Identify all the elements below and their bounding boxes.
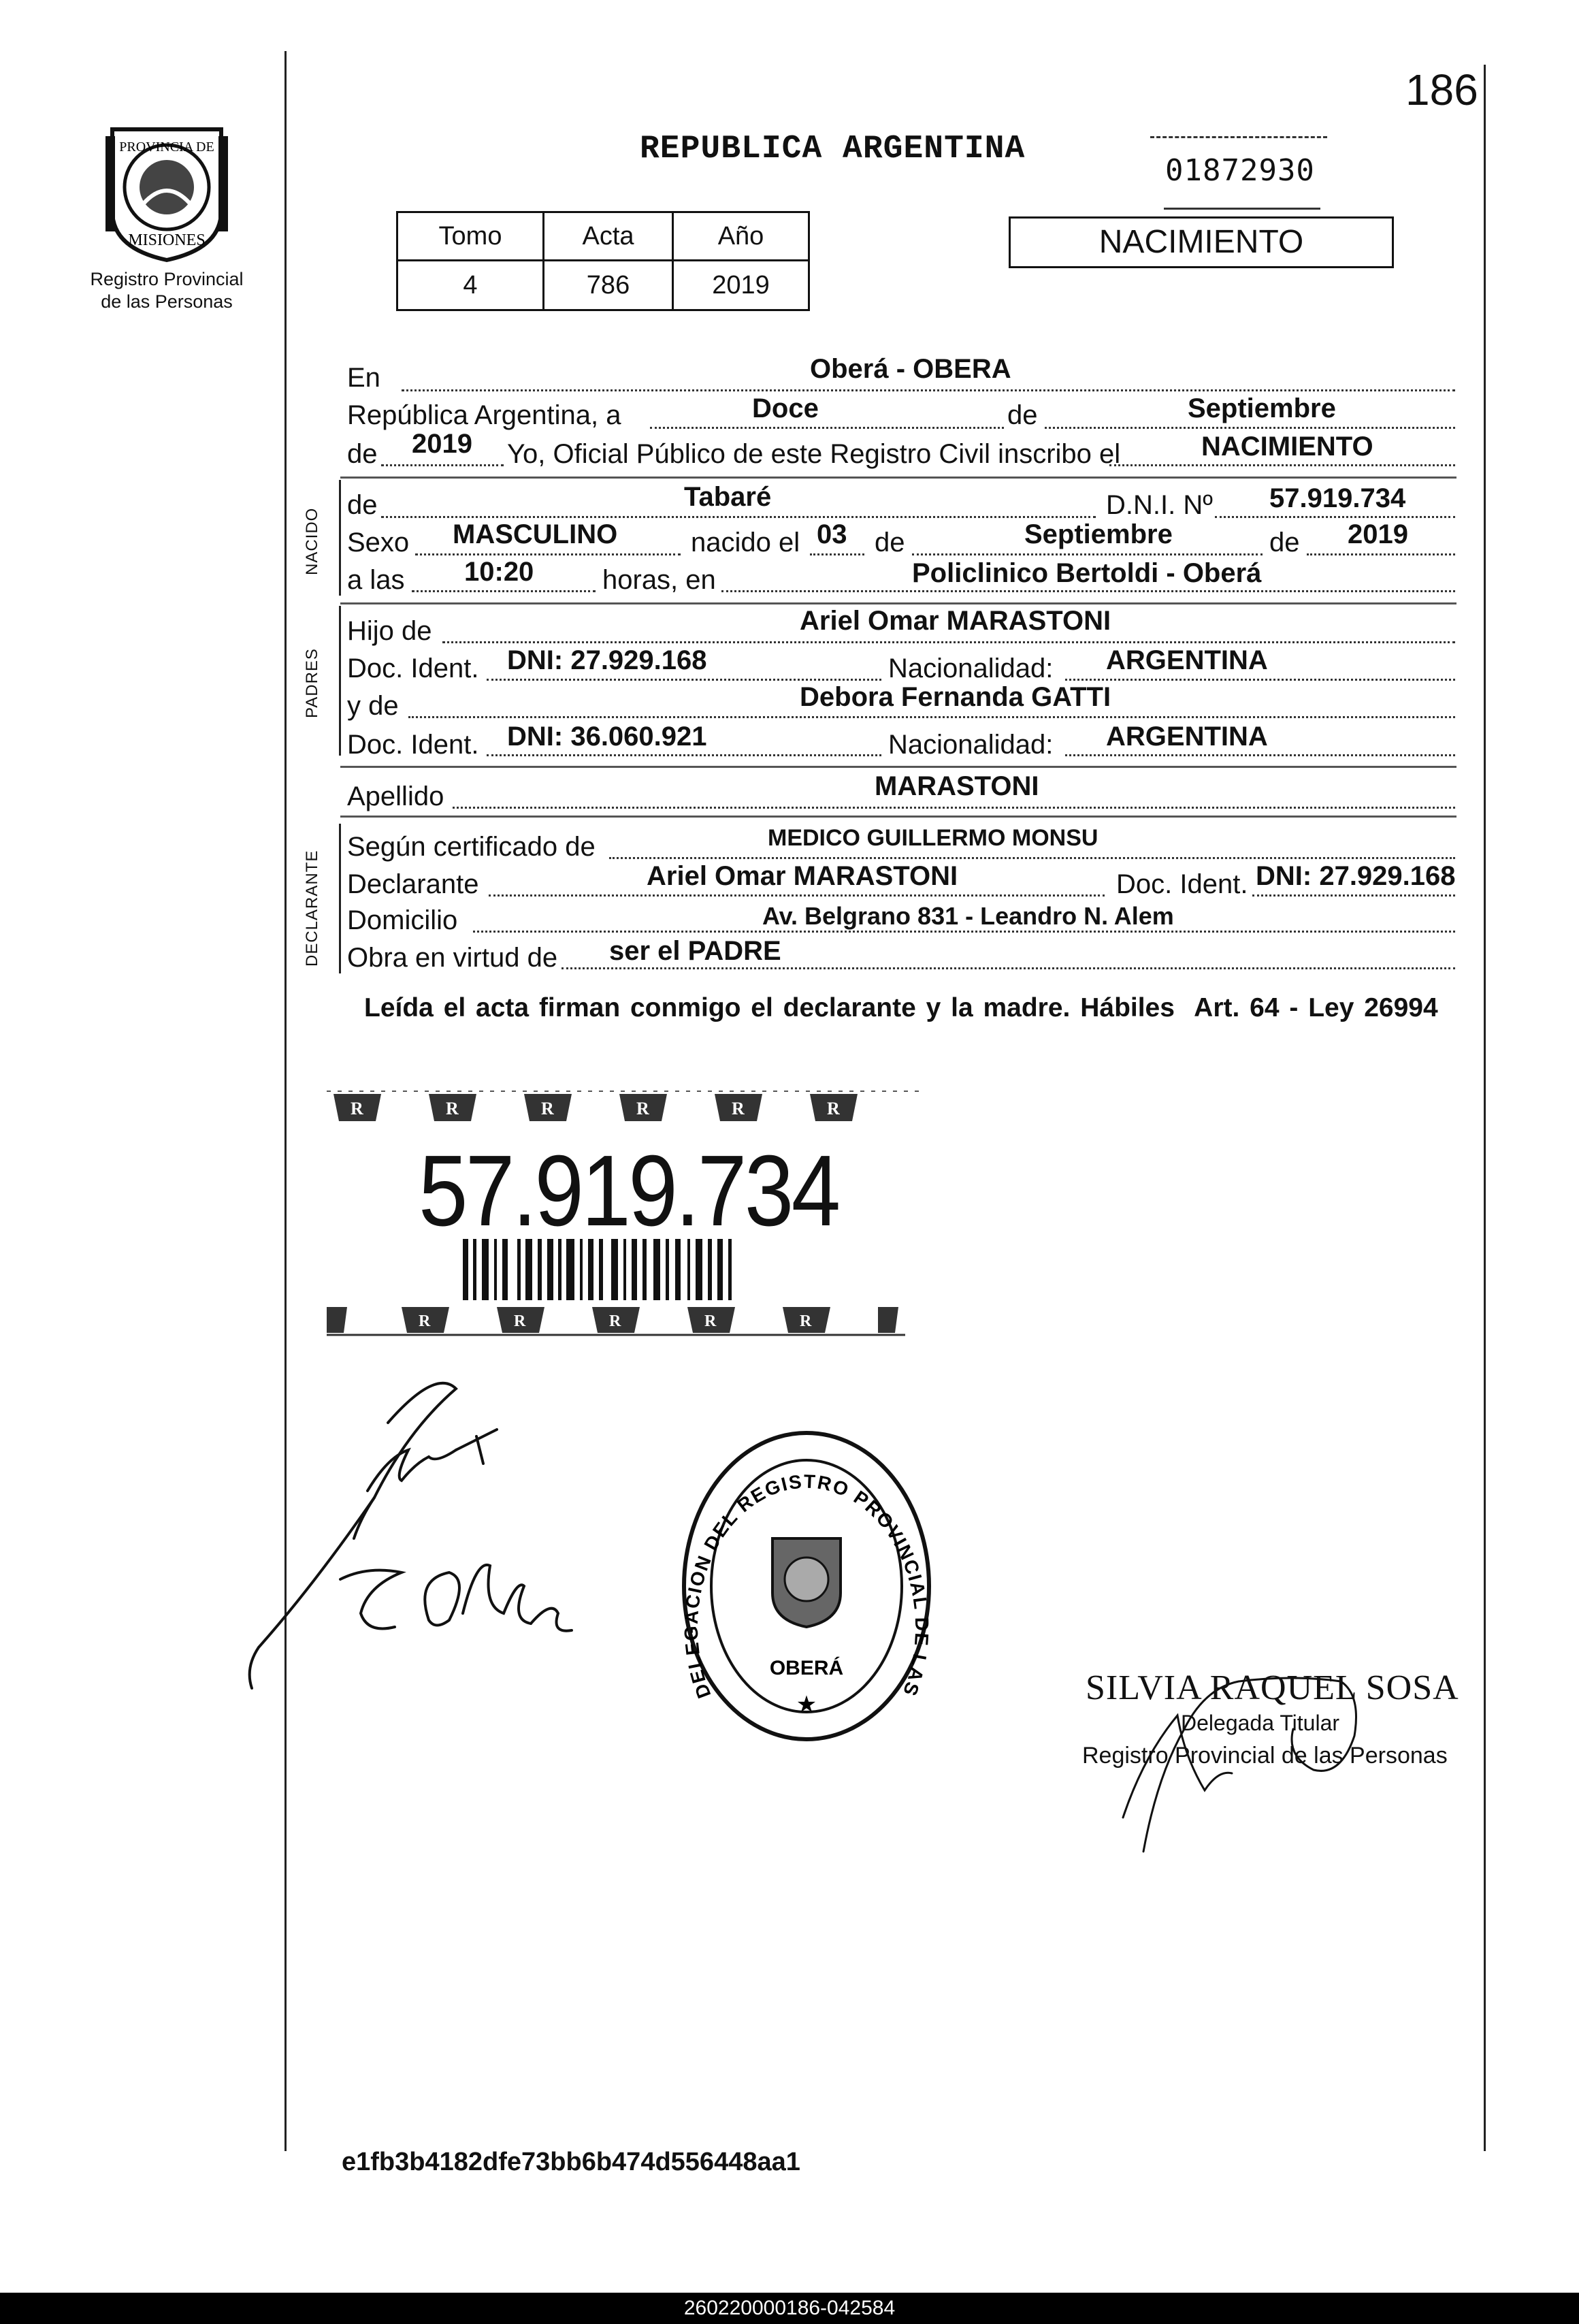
official-name: SILVIA RAQUEL SOSA [1086, 1668, 1459, 1707]
cert-label: Según certificado de [347, 832, 596, 862]
domicilio-label: Domicilio [347, 905, 458, 935]
de-label-1: de [1007, 400, 1038, 430]
day-dotline [650, 427, 1004, 429]
svg-text:R: R [609, 1312, 621, 1330]
table-header-acta: Acta [544, 212, 673, 261]
father-doc: DNI: 27.929.168 [507, 645, 707, 675]
birth-year-dotline [1307, 553, 1455, 555]
mother-nationality: ARGENTINA [1106, 722, 1268, 752]
page-number: 186 [1405, 65, 1478, 114]
official-stamp [670, 1423, 943, 1749]
serial-underline-2 [1164, 208, 1320, 210]
y-de-label: y de [347, 691, 399, 721]
de-label-2: de [347, 439, 378, 469]
mother-doc: DNI: 36.060.921 [507, 722, 707, 752]
father-name: Ariel Omar MARASTONI [800, 606, 1111, 636]
table-value-tomo: 4 [397, 261, 544, 310]
declarante-doc-dotline [1252, 894, 1455, 897]
record-value: NACIMIENTO [1201, 432, 1373, 462]
mother-doc-dotline [487, 754, 881, 756]
father-doc-label: Doc. Ident. [347, 653, 479, 683]
birth-month-dotline [912, 553, 1263, 555]
birth-day-dotline [810, 553, 864, 555]
svg-text:R: R [827, 1099, 840, 1118]
sexo-dotline [415, 553, 681, 555]
left-margin-line [284, 51, 287, 2151]
declarante-doc-label: Doc. Ident. [1116, 869, 1248, 899]
yo-text: Yo, Oficial Público de este Registro Civil inscribo el [507, 439, 1121, 469]
closing-note: Leída el acta firman conmigo el declarante y la madre. Hábiles Art. 64 - Ley 26994 [364, 993, 1438, 1022]
mother-dotline [408, 716, 1455, 718]
birth-year: 2019 [1348, 519, 1408, 549]
father-nat-label: Nacionalidad: [888, 653, 1054, 683]
dni-dotline [1215, 516, 1455, 518]
mother-name: Debora Fernanda GATTI [800, 682, 1111, 712]
a-las-label: a las [347, 565, 405, 595]
time-dotline [412, 590, 596, 592]
svg-text:R: R [419, 1312, 431, 1330]
father-nationality: ARGENTINA [1106, 645, 1268, 675]
dni-label: D.N.I. Nº [1106, 490, 1213, 520]
month-value: Septiembre [1188, 393, 1336, 423]
birth-month: Septiembre [1024, 519, 1173, 549]
nacido-section-label: NACIDO [303, 507, 321, 575]
year-value: 2019 [412, 429, 472, 459]
month-dotline [1045, 427, 1455, 429]
logo-caption-1: Registro Provincial [90, 269, 244, 289]
name-dotline [381, 516, 1096, 518]
declarante-label: Declarante [347, 869, 479, 899]
declarante-name: Ariel Omar MARASTONI [647, 861, 958, 891]
svg-text:R: R [541, 1099, 554, 1118]
footer-bar [0, 2293, 1579, 2324]
year-dotline [381, 464, 504, 466]
declarante-dotline [489, 894, 1105, 897]
stamp-ring-text: DELEGACION DEL REGISTRO PROVINCIAL DE LAS [680, 1470, 933, 1702]
svg-text:R: R [704, 1312, 717, 1330]
birth-place: Policlinico Bertoldi - Oberá [912, 558, 1262, 588]
footer-code: 260220000186-042584 [683, 2297, 896, 2319]
obra-dotline [561, 967, 1455, 969]
birth-day: 03 [817, 519, 847, 549]
right-margin-line [1484, 65, 1486, 2151]
cert-value: MEDICO GUILLERMO MONSU [768, 825, 1098, 851]
nacido-el-label: nacido el [691, 528, 800, 558]
child-name: Tabaré [684, 482, 772, 512]
domicilio-dotline [473, 931, 1455, 933]
official-org: Registro Provincial de las Personas [1082, 1743, 1448, 1769]
nacido-bracket [339, 480, 341, 596]
cert-dotline [609, 857, 1455, 859]
obra-value: ser el PADRE [609, 936, 781, 966]
registry-table [396, 211, 810, 311]
nacido-de-label: de [347, 490, 378, 520]
child-dni: 57.919.734 [1269, 483, 1406, 513]
republica-label: República Argentina, a [347, 400, 621, 430]
svg-text:R: R [732, 1099, 745, 1118]
record-type-box: NACIMIENTO [1009, 216, 1394, 268]
separator-2 [340, 602, 1456, 604]
table-value-ano: 2019 [673, 261, 809, 310]
horas-label: horas, en [602, 565, 716, 595]
father-doc-dotline [487, 679, 881, 681]
mother-doc-label: Doc. Ident. [347, 730, 479, 760]
father-dotline [442, 641, 1455, 643]
svg-text:R: R [514, 1312, 526, 1330]
serial-underline [1150, 136, 1327, 138]
table-header-tomo: Tomo [397, 212, 544, 261]
logo-seal-top-text: PROVINCIA DE [119, 140, 214, 155]
svg-text:R: R [636, 1099, 649, 1118]
padres-bracket [339, 606, 341, 756]
document-hash: e1fb3b4182dfe73bb6b474d556448aa1 [342, 2148, 800, 2176]
declarante-bracket [339, 824, 341, 973]
sticker-dni-number: 57.919.734 [419, 1135, 839, 1247]
sexo-value: MASCULINO [453, 519, 618, 549]
apellido-label: Apellido [347, 781, 444, 811]
logo-caption-2: de las Personas [101, 291, 233, 312]
birth-time: 10:20 [464, 557, 534, 587]
separator-1 [340, 477, 1456, 479]
birth-place-dotline [721, 590, 1455, 592]
obra-label: Obra en virtud de [347, 943, 558, 973]
separator-4 [340, 816, 1456, 818]
nacido-de-label-2: de [875, 528, 905, 558]
apellido-value: MARASTONI [875, 771, 1039, 801]
svg-text:★: ★ [796, 1692, 817, 1717]
table-header-ano: Año [673, 212, 809, 261]
svg-text:R: R [446, 1099, 459, 1118]
en-label: En [347, 363, 380, 393]
mother-nat-dotline [1065, 754, 1455, 756]
en-dotline [402, 389, 1455, 391]
declarant-signature [231, 1361, 653, 1715]
stamp-city: OBERÁ [769, 1657, 844, 1679]
official-title: Delegada Titular [1181, 1711, 1340, 1735]
nacido-de-label-3: de [1269, 528, 1300, 558]
table-value-acta: 786 [544, 261, 673, 310]
day-value: Doce [752, 393, 819, 423]
declarante-doc: DNI: 27.929.168 [1256, 861, 1456, 891]
svg-text:R: R [800, 1312, 812, 1330]
declarante-section-label: DECLARANTE [303, 850, 321, 967]
record-dotline [1109, 464, 1455, 466]
place-value: Oberá - OBERA [810, 354, 1011, 384]
padres-section-label: PADRES [303, 648, 321, 718]
separator-3 [340, 766, 1456, 768]
serial-number: 01872930 [1165, 153, 1315, 188]
document-title: REPUBLICA ARGENTINA [640, 131, 1026, 167]
apellido-dotline [453, 807, 1455, 809]
sexo-label: Sexo [347, 528, 410, 558]
father-nat-dotline [1065, 679, 1455, 681]
registry-logo [92, 109, 242, 265]
mother-nat-label: Nacionalidad: [888, 730, 1054, 760]
domicilio-value: Av. Belgrano 831 - Leandro N. Alem [762, 902, 1174, 930]
logo-seal-bottom-text: MISIONES [128, 231, 206, 249]
svg-text:R: R [351, 1099, 363, 1118]
hijo-de-label: Hijo de [347, 616, 432, 646]
